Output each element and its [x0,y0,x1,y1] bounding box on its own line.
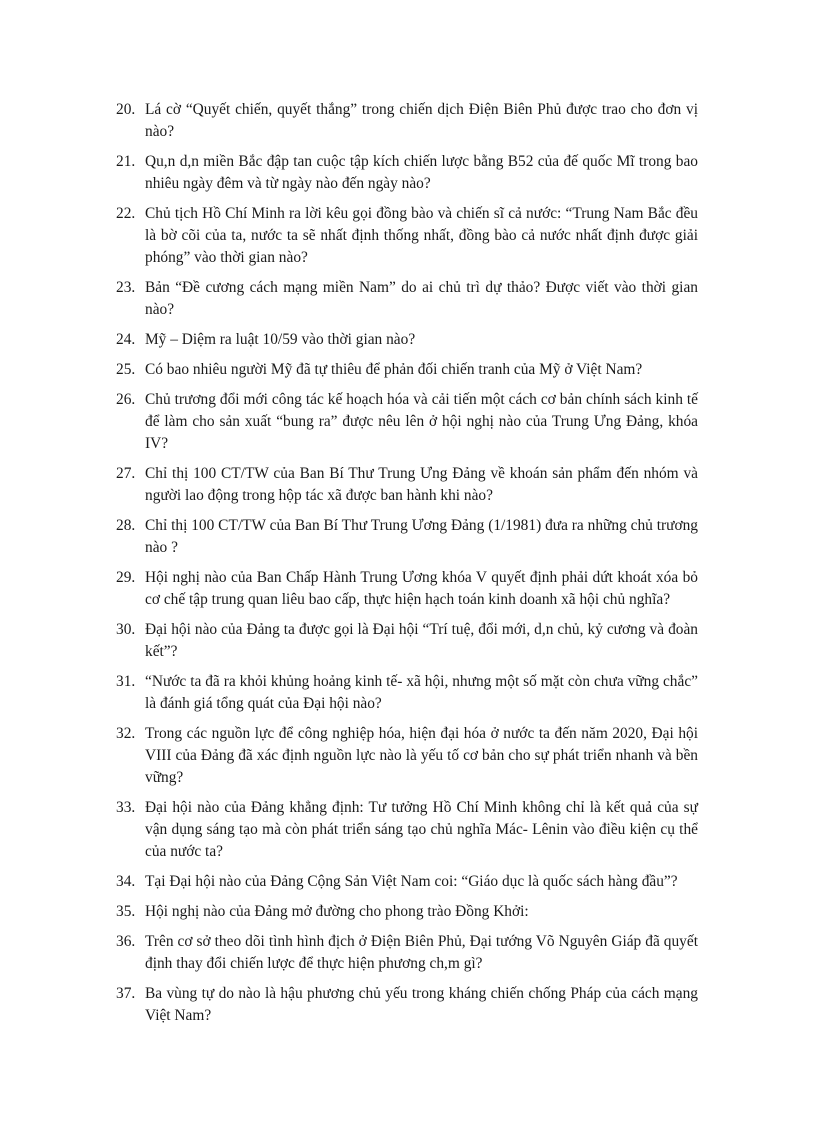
question-number: 34. [116,873,136,890]
question-text: Qu,n d,n miền Bắc đập tan cuộc tập kích chiến lược bằng B52 của đế quốc Mĩ trong bao nhiêu ngày đêm và từ ngày nào đến ngày nào? [145,153,698,192]
question-item [116,515,698,559]
question-item [116,389,698,455]
question-item [116,359,698,381]
question-number: 23. [116,279,136,296]
question-text: Đại hội nào của Đảng ta được gọi là Đại hội “Trí tuệ, đổi mới, d,n chủ, kỷ cương và đoàn kết”? [145,621,698,660]
question-number: 29. [116,569,136,586]
question-item [116,871,698,893]
question-text: Có bao nhiêu người Mỹ đã tự thiêu để phản đối chiến tranh của Mỹ ở Việt Nam? [145,361,643,378]
question-item [116,567,698,611]
question-number: 32. [116,725,136,742]
question-text: Hội nghị nào của Ban Chấp Hành Trung Ương khóa V quyết định phải dứt khoát xóa bỏ cơ chế tập trung quan liêu bao cấp, thực hiện hạch toán kinh doanh xã hội chủ nghĩa? [145,569,698,608]
question-text: Trên cơ sở theo dõi tình hình địch ở Điện Biên Phủ, Đại tướng Võ Nguyên Giáp đã quyết định thay đổi chiến lược để thực hiện phương ch,m gì? [145,933,698,972]
question-text: Lá cờ “Quyết chiến, quyết thắng” trong chiến dịch Điện Biên Phủ được trao cho đơn vị nào? [145,101,698,140]
question-number: 31. [116,673,136,690]
question-item [116,797,698,863]
question-item [116,901,698,923]
question-number: 22. [116,205,136,222]
question-number: 26. [116,391,136,408]
question-number: 30. [116,621,136,638]
question-number: 21. [116,153,136,170]
question-text: “Nước ta đã ra khỏi khủng hoảng kinh tế- xã hội, nhưng một số mặt còn chưa vững chắc” là đánh giá tổng quát của Đại hội nào? [145,673,698,712]
question-number: 25. [116,361,136,378]
question-item [116,99,698,143]
question-text: Mỹ – Diệm ra luật 10/59 vào thời gian nào? [145,331,416,348]
question-number: 35. [116,903,136,920]
question-item [116,203,698,269]
question-item [116,671,698,715]
question-text: Trong các nguồn lực để công nghiệp hóa, hiện đại hóa ở nước ta đến năm 2020, Đại hội VIII của Đảng đã xác định nguồn lực nào là yếu tố cơ bản cho sự phát triển nhanh và bền vững? [145,725,698,786]
question-item [116,931,698,975]
question-number: 36. [116,933,136,950]
question-text: Bản “Đề cương cách mạng miền Nam” do ai chủ trì dự thảo? Được viết vào thời gian nào? [145,279,698,318]
question-text: Chủ tịch Hồ Chí Minh ra lời kêu gọi đồng bào và chiến sĩ cả nước: “Trung Nam Bắc đều là bờ cõi của ta, nước ta sẽ nhất định thống nhất, đồng bào cả nước nhất định được giải phóng” vào thời gian nào? [145,205,698,266]
question-item [116,277,698,321]
question-item [116,151,698,195]
question-text: Chủ trương đổi mới công tác kế hoạch hóa và cải tiến một cách cơ bản chính sách kinh tế để làm cho sản xuất “bung ra” được nêu lên ở hội nghị nào của Trung Ưng Đảng, khóa IV? [145,391,698,452]
question-number: 37. [116,985,136,1002]
question-number: 20. [116,101,136,118]
question-text: Hội nghị nào của Đảng mở đường cho phong trào Đồng Khởi: [145,903,529,920]
question-text: Tại Đại hội nào của Đảng Cộng Sản Việt Nam coi: “Giáo dục là quốc sách hàng đầu”? [145,873,678,890]
question-item [116,983,698,1027]
question-item [116,619,698,663]
question-item [116,723,698,789]
question-number: 33. [116,799,136,816]
question-text: Chỉ thị 100 CT/TW của Ban Bí Thư Trung Ưng Đảng về khoán sản phẩm đến nhóm và người lao động trong hộp tác xã được ban hành khi nào? [145,465,698,504]
question-item [116,463,698,507]
question-number: 24. [116,331,136,348]
question-list [116,99,698,1035]
question-text: Đại hội nào của Đảng khẳng định: Tư tưởng Hồ Chí Minh không chỉ là kết quả của sự vận dụng sáng tạo mà còn phát triển sáng tạo chủ nghĩa Mác- Lênin vào điều kiện cụ thể của nước ta? [145,799,698,860]
question-item [116,329,698,351]
question-number: 27. [116,465,136,482]
question-text: Chỉ thị 100 CT/TW của Ban Bí Thư Trung Ương Đảng (1/1981) đưa ra những chủ trương nào ? [145,517,698,556]
question-number: 28. [116,517,136,534]
question-text: Ba vùng tự do nào là hậu phương chủ yếu trong kháng chiến chống Pháp của cách mạng Việt Nam? [145,985,698,1024]
